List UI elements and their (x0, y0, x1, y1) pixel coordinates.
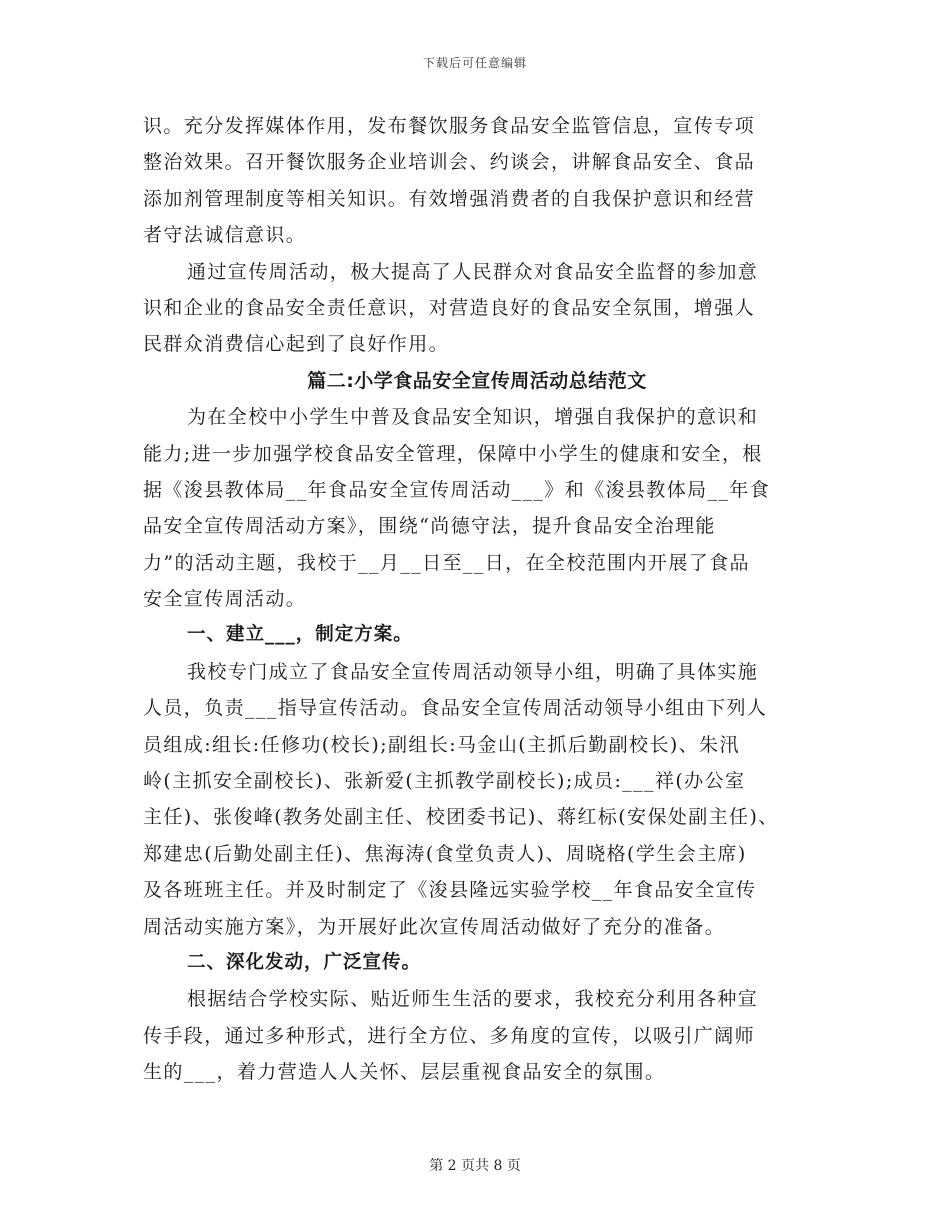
section-heading: 二、深化发动，广泛宣传。 (187, 951, 422, 973)
paragraph-line: 能力;进一步加强学校食品安全管理，保障中小学生的健康和安全，根 (143, 442, 763, 465)
page-number: 第 2 页共 8 页 (429, 1158, 521, 1174)
paragraph-line: 我校专门成立了食品安全宣传周活动领导小组，明确了具体实施 (187, 660, 759, 683)
paragraph-line: 通过宣传周活动，极大提高了人民群众对食品安全监督的参加意 (187, 260, 759, 283)
paragraph-line: 识和企业的食品安全责任意识，对营造良好的食品安全氛围，增强人 (143, 296, 756, 319)
paragraph-line: 及各班班主任。并及时制定了《浚县隆远实验学校__年食品安全宣传 (143, 879, 757, 902)
paragraph-line: 整治效果。召开餐饮服务企业培训会、约谈会，讲解食品安全、食品 (143, 151, 756, 174)
paragraph-line: 为在全校中小学生中普及食品安全知识，增强自我保护的意识和 (187, 406, 759, 429)
paragraph-line: 根据结合学校实际、贴近师生生活的要求，我校充分利用各种宣 (187, 988, 759, 1011)
paragraph-line: 周活动实施方案》，为开展好此次宣传周活动做好了充分的准备。 (143, 915, 726, 938)
paragraph-line: 识。充分发挥媒体作用，发布餐饮服务食品安全监管信息，宣传专项 (143, 115, 756, 137)
paragraph-line: 品安全宣传周活动方案》，围绕“尚德守法，提升食品安全治理能 (143, 515, 716, 538)
paragraph-line: 添加剂管理制度等相关知识。有效增强消费者的自我保护意识和经营 (143, 187, 756, 210)
paragraph-line: 力”的活动主题，我校于__月__日至__日，在全校范围内开展了食品 (143, 551, 750, 574)
paragraph-line: 安全宣传周活动。 (143, 588, 307, 611)
paragraph-line: 民群众消费信心起到了良好作用。 (143, 333, 450, 356)
paragraph-line: 人员，负责___指导宣传活动。食品安全宣传周活动领导小组由下列人 (143, 697, 768, 720)
section-title: 篇二:小学食品安全宣传周活动总结范文 (307, 369, 647, 392)
document-body (143, 108, 811, 1091)
paragraph-line: 郑建忠(后勤处副主任)、焦海涛(食堂负责人)、周晓格(学生会主席) (143, 842, 747, 865)
paragraph-line: 传手段，通过多种形式，进行全方位、多角度的宣传，以吸引广阔师 (143, 1024, 756, 1047)
page-header: 下载后可任意编辑 (422, 56, 527, 70)
paragraph-line: 主任)、张俊峰(教务处副主任、校团委书记)、蒋红标(安保处副主任)、 (143, 806, 779, 829)
section-heading: 一、建立___，制定方案。 (187, 624, 413, 646)
paragraph-line: 岭(主抓安全副校长)、张新爱(主抓教学副校长);成员:___祥(办公室 (143, 770, 746, 793)
paragraph-line: 员组成:组长:任修功(校长);副组长:马金山(主抓后勤副校长)、朱汛 (143, 733, 740, 756)
paragraph-line: 者守法诚信意识。 (143, 224, 307, 247)
paragraph-line: 生的___，着力营造人人关怀、层层重视食品安全的氛围。 (143, 1061, 666, 1084)
paragraph-line: 据《浚县教体局__年食品安全宣传周活动___》和《浚县教体局__年食 (143, 478, 771, 501)
